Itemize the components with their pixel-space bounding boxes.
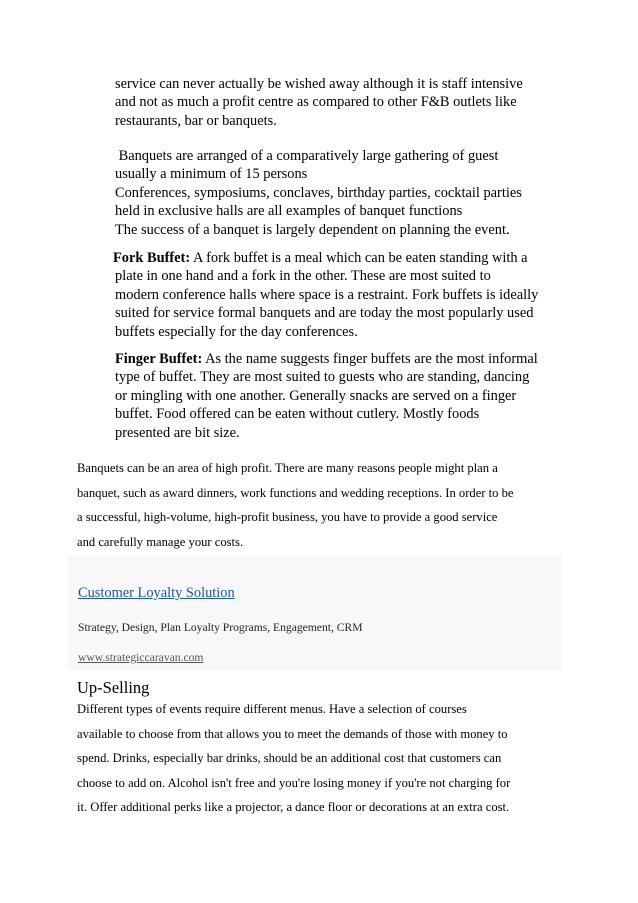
intro-line: restaurants, bar or banquets. <box>115 112 277 129</box>
finger-buffet-text: As the name suggests finger buffets are the most informal <box>202 351 538 367</box>
upselling-line: spend. Drinks, especially bar drinks, should be an additional cost that customers can <box>77 751 502 766</box>
fork-buffet-line: buffets especially for the day conferences. <box>115 323 358 340</box>
upselling-heading: Up-Selling <box>77 678 150 697</box>
finger-buffet-line: type of buffet. They are most suited to guests who are standing, dancing <box>115 369 530 386</box>
banquets-line: Conferences, symposiums, conclaves, birthday parties, cocktail parties <box>115 184 522 201</box>
fork-buffet-line: modern conference halls where space is a restraint. Fork buffets is ideally <box>115 286 539 303</box>
profit-line: Banquets can be an area of high profit. There are many reasons people might plan a <box>77 461 498 475</box>
ad-url-link[interactable]: www.strategiccaravan.com <box>78 651 204 664</box>
finger-buffet-line: buffet. Food offered can be eaten without cutlery. Mostly foods <box>115 406 480 423</box>
upselling-line: Different types of events require different menus. Have a selection of courses <box>77 702 467 716</box>
fork-buffet-line <box>113 249 561 267</box>
fork-buffet-text: A fork buffet is a meal which can be eaten standing with a <box>190 250 528 266</box>
finger-buffet-line <box>115 350 561 368</box>
intro-line: and not as much a profit centre as compared to other F&B outlets like <box>115 94 517 111</box>
upselling-line: choose to add on. Alcohol isn't free and you're losing money if you're not charging for <box>77 775 511 790</box>
fork-buffet-line: suited for service formal banquets and are today the most popularly used <box>115 305 534 322</box>
finger-buffet-line: or mingling with one another. Generally snacks are served on a finger <box>115 387 517 404</box>
profit-line: a successful, high-volume, high-profit business, you have to provide a good service <box>77 510 498 525</box>
intro-line: service can never actually be wished away although it is staff intensive <box>115 76 523 92</box>
finger-buffet-line: presented are bit size. <box>115 424 240 441</box>
profit-paragraph <box>77 456 563 554</box>
fork-buffet-paragraph <box>113 249 561 341</box>
upselling-paragraph <box>77 697 563 820</box>
upselling-line: it. Offer additional perks like a projector, a dance floor or decorations at an extra cost. <box>77 800 510 815</box>
intro-paragraph <box>115 75 561 130</box>
finger-buffet-paragraph <box>115 350 561 442</box>
fork-buffet-term: Fork Buffet: <box>113 250 191 266</box>
banquets-line: Banquets are arranged of a comparatively large gathering of guest <box>115 148 499 164</box>
profit-line: banquet, such as award dinners, work functions and wedding receptions. In order to be <box>77 485 514 500</box>
banquets-line: held in exclusive halls are all examples of banquet functions <box>115 203 463 220</box>
ad-description: Strategy, Design, Plan Loyalty Programs, Engagement, CRM <box>78 621 363 634</box>
ad-block[interactable] <box>68 555 562 670</box>
profit-line: and carefully manage your costs. <box>77 534 244 549</box>
ad-title-link[interactable]: Customer Loyalty Solution <box>78 585 235 601</box>
banquets-paragraph <box>115 147 561 239</box>
banquets-line: The success of a banquet is largely dependent on planning the event. <box>115 221 510 238</box>
finger-buffet-term: Finger Buffet: <box>115 351 203 367</box>
fork-buffet-line: plate in one hand and a fork in the other. These are most suited to <box>115 268 491 285</box>
upselling-line: available to choose from that allows you to meet the demands of those with money to <box>77 726 508 741</box>
banquets-line: usually a minimum of 15 persons <box>115 166 308 183</box>
